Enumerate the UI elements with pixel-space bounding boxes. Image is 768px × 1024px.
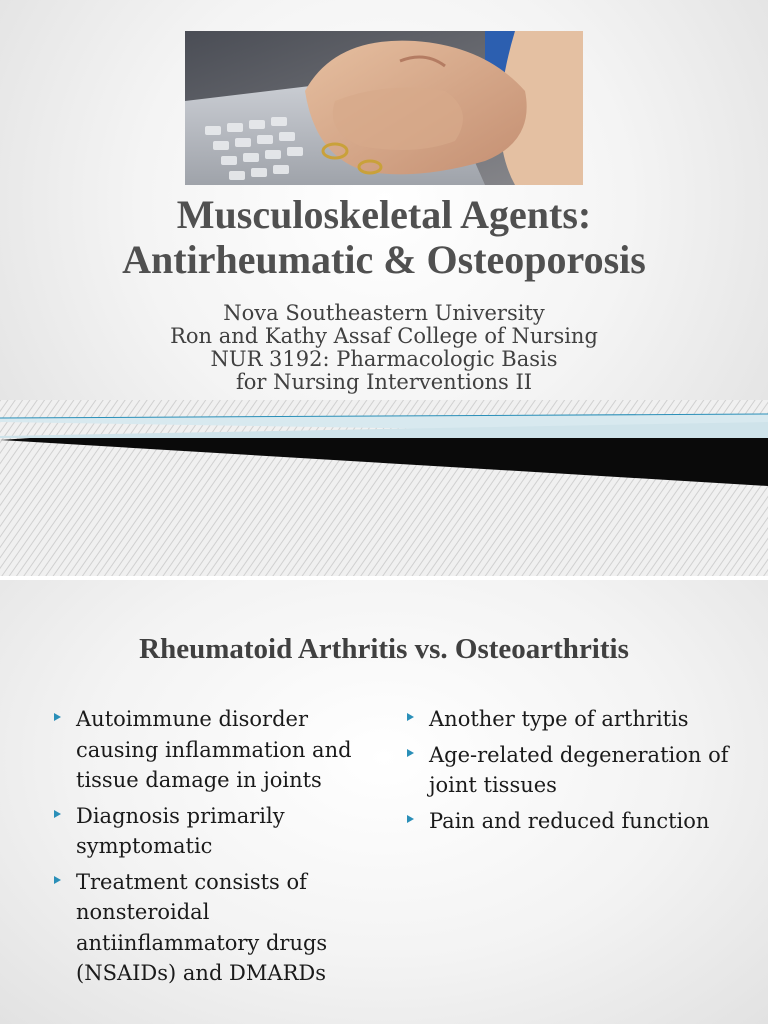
- right-column: [405, 704, 745, 841]
- hands-on-keyboard-photo: [185, 31, 583, 185]
- slide-subtitle: [0, 302, 768, 394]
- list-item: [52, 867, 362, 989]
- bullet-text: Diagnosis primarily symptomatic: [76, 803, 285, 858]
- list-item: [52, 801, 362, 862]
- list-item: [405, 740, 745, 801]
- content-slide: [0, 580, 768, 1024]
- bullet-text: Treatment consists of nonsteroidal antiinflammatory drugs (NSAIDs) and DMARDs: [76, 869, 328, 985]
- left-column: [52, 704, 362, 994]
- slide-title: [0, 192, 768, 282]
- slide-title: Rheumatoid Arthritis vs. Osteoarthritis: [139, 633, 629, 665]
- photo-image: [185, 31, 583, 185]
- decorative-band: [0, 400, 768, 576]
- subtitle-line: Ron and Kathy Assaf College of Nursing: [170, 324, 598, 348]
- bullet-list: [52, 704, 362, 989]
- bullet-text: Pain and reduced function: [429, 808, 710, 833]
- subtitle-line: Nova Southeastern University: [223, 301, 545, 325]
- bullet-arrow-icon: [54, 876, 61, 884]
- bullet-text: Age-related degeneration of joint tissues: [429, 742, 729, 797]
- subtitle-line: NUR 3192: Pharmacologic Basis: [210, 347, 558, 371]
- bullet-text: Another type of arthritis: [429, 707, 689, 731]
- bullet-arrow-icon: [407, 749, 414, 757]
- slide-title-line: Antirheumatic & Osteoporosis: [122, 237, 646, 282]
- bullet-list: [405, 704, 745, 836]
- bullet-arrow-icon: [54, 713, 61, 721]
- subtitle-line: for Nursing Interventions II: [235, 370, 533, 394]
- slide-title-line: Musculoskeletal Agents:: [176, 192, 592, 237]
- bullet-text: Autoimmune disorder causing inflammation and tissue damage in joints: [76, 707, 352, 792]
- bullet-arrow-icon: [54, 810, 61, 818]
- bullet-arrow-icon: [407, 815, 414, 823]
- list-item: [52, 704, 362, 796]
- list-item: [405, 704, 745, 735]
- list-item: [405, 806, 745, 837]
- bullet-arrow-icon: [407, 713, 414, 721]
